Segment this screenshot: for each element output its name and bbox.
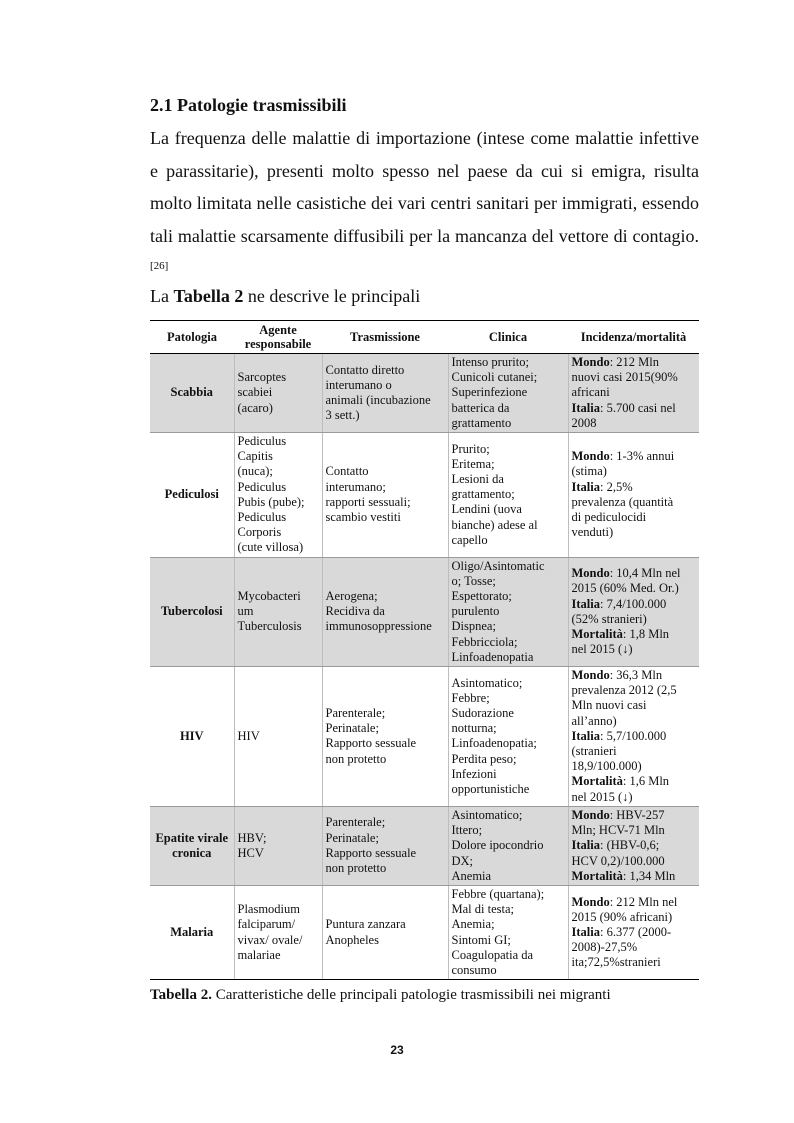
cell-line: Intenso prurito; xyxy=(451,355,529,369)
cell-line xyxy=(572,566,697,581)
cell-line: Ittero; xyxy=(451,823,483,838)
incidence-text: 2015 (90% africani) xyxy=(571,909,673,924)
cell-clinica xyxy=(448,667,568,807)
cell-line xyxy=(572,668,697,683)
cell-line: Contatto xyxy=(325,464,369,479)
incidence-label: Italia xyxy=(571,924,600,939)
incidence-text: ita;72,5%stranieri xyxy=(571,955,661,970)
cell-line: interumano o xyxy=(325,377,392,392)
incidence-label: Mondo xyxy=(571,668,610,683)
incidence-text: venduti) xyxy=(571,525,614,540)
incidence-text: : 5,7/100.000 xyxy=(599,728,667,743)
incidence-text: : 7,4/100.000 xyxy=(599,596,667,611)
incidence-label: Italia xyxy=(571,479,600,494)
pathology-table xyxy=(150,320,699,980)
incidence-text: 2008 xyxy=(571,415,597,430)
intro-paragraph xyxy=(150,122,699,285)
table-row xyxy=(150,885,699,979)
cell-line: Eritema; xyxy=(451,456,495,471)
incidence-text: 2015 (60% Med. Or.) xyxy=(571,581,679,596)
cell-line: immunosoppressione xyxy=(325,619,432,634)
cell-line: Puntura zanzara xyxy=(325,917,406,932)
cell-line: Anemia xyxy=(451,868,492,883)
cell-trasmissione xyxy=(322,557,448,666)
incidence-label: Mortalità xyxy=(571,774,623,789)
incidence-label: Mondo xyxy=(571,566,610,581)
cell-line xyxy=(572,627,697,642)
cell-patologia: Scabbia xyxy=(150,354,234,433)
cell-line: 3 sett.) xyxy=(325,408,360,423)
cell-line: purulento xyxy=(451,604,500,619)
incidence-text: (52% stranieri) xyxy=(571,611,647,626)
cell-incidenza xyxy=(568,806,699,885)
cell-line: Superinfezione xyxy=(451,385,528,400)
cell-patologia: Malaria xyxy=(150,885,234,979)
cell-line: (nuca); xyxy=(237,464,273,479)
incidence-text: : 6.377 (2000- xyxy=(599,924,672,939)
cell-line: Lesioni da xyxy=(451,472,504,487)
incidence-text: nel 2015 (↓) xyxy=(571,789,633,804)
cell-clinica xyxy=(448,433,568,558)
table-body xyxy=(150,354,699,980)
cell-line: Rapporto sessuale xyxy=(325,845,417,860)
cell-incidenza xyxy=(568,354,699,433)
cell-line: Febbricciola; xyxy=(451,634,518,649)
cell-line: Sarcoptes xyxy=(237,370,287,385)
cell-trasmissione xyxy=(322,885,448,979)
cell-line xyxy=(572,744,697,759)
cell-line: Febbre; xyxy=(451,690,490,705)
cell-line xyxy=(572,759,697,774)
cell-agente xyxy=(234,354,322,433)
cell-line: Pediculus xyxy=(237,510,287,525)
cell-line: o; Tosse; xyxy=(451,573,496,588)
cell-line: opportunistiche xyxy=(451,782,530,797)
cell-line xyxy=(572,370,697,385)
cell-agente xyxy=(234,885,322,979)
cell-clinica xyxy=(448,806,568,885)
intro-text: La frequenza delle malattie di importazione (intese come malattie infettive e parassitarie), presenti molto spesso nel paese da cui si emigra, risulta molto limitata nelle casistiche dei vari centri sanitari per immigrati, essendo tali malattie scarsamente diffusibili per la mancanza del vettore di contagio. xyxy=(150,128,699,246)
incidence-label: Mondo xyxy=(571,355,610,369)
cell-line: Contatto diretto xyxy=(325,362,405,377)
cell-line: HIV xyxy=(237,728,260,743)
cell-incidenza xyxy=(568,557,699,666)
cell-line: malariae xyxy=(237,947,281,962)
cell-line: Plasmodium xyxy=(237,902,301,917)
incidence-text: : 1,8 Mln xyxy=(622,627,670,642)
incidence-text: : 1,34 Mln xyxy=(622,868,676,883)
cell-line xyxy=(572,838,697,853)
incidence-text: 2008)-27,5% xyxy=(571,940,638,955)
incidence-label: Mondo xyxy=(571,894,610,909)
incidence-label: Italia xyxy=(571,838,600,853)
incidence-text: Mln nuovi casi xyxy=(571,698,647,713)
cell-line: Recidiva da xyxy=(325,604,385,619)
caption-text: Caratteristiche delle principali patologie trasmissibili nei migranti xyxy=(211,987,611,1003)
cell-trasmissione xyxy=(322,433,448,558)
cell-patologia: Pediculosi xyxy=(150,433,234,558)
cell-line xyxy=(572,525,697,540)
cell-line xyxy=(572,698,697,713)
incidence-text: nel 2015 (↓) xyxy=(571,642,633,657)
table-row xyxy=(150,354,699,433)
cell-line xyxy=(572,774,697,789)
incidence-label: Italia xyxy=(571,400,600,415)
cell-trasmissione xyxy=(322,806,448,885)
cell-line: Cunicoli cutanei; xyxy=(451,370,538,385)
cell-agente xyxy=(234,557,322,666)
table-row xyxy=(150,667,699,807)
cell-line: Sudorazione xyxy=(451,706,514,721)
cell-line xyxy=(572,642,697,657)
cell-line: Infezioni xyxy=(451,766,497,781)
cell-line: notturna; xyxy=(451,721,497,736)
cell-line: grattamento; xyxy=(451,487,515,502)
incidence-text: prevalenza (quantità xyxy=(571,494,674,509)
incidence-text: : 5.700 casi nel xyxy=(599,400,676,415)
cell-line xyxy=(572,869,697,884)
cell-line: Perinatale; xyxy=(325,830,379,845)
cell-line: Anopheles xyxy=(325,932,379,947)
cell-clinica xyxy=(448,557,568,666)
header-incidenza: Incidenza/mortalità xyxy=(568,321,699,354)
incidence-text: Mln; HCV-71 Mln xyxy=(571,823,665,838)
cell-line: Linfoadenopatia; xyxy=(451,736,537,751)
cell-line: Pediculus xyxy=(237,479,287,494)
cell-line: Mal di testa; xyxy=(451,902,514,917)
cell-line: Corporis xyxy=(237,525,282,540)
incidence-text: : (HBV-0,6; xyxy=(599,838,660,853)
cell-line: Parenterale; xyxy=(325,706,386,721)
cell-line: bianche) adese al xyxy=(451,517,538,532)
cell-trasmissione xyxy=(322,667,448,807)
cell-line xyxy=(572,808,697,823)
cell-line: Tuberculosis xyxy=(237,619,302,634)
cell-line: Coagulopatia da xyxy=(451,947,534,962)
incidence-text: : 2,5% xyxy=(599,479,633,494)
cell-line: scambio vestiti xyxy=(325,510,401,525)
cell-line xyxy=(572,416,697,431)
cell-agente xyxy=(234,806,322,885)
cell-line: grattamento xyxy=(451,415,512,430)
cell-line xyxy=(572,449,697,464)
cell-line xyxy=(572,729,697,744)
incidence-text: : 212 Mln nel xyxy=(609,894,678,909)
cell-patologia: Epatite virale cronica xyxy=(150,806,234,885)
cell-clinica xyxy=(448,885,568,979)
table-caption xyxy=(150,987,611,1004)
cell-clinica xyxy=(448,354,568,433)
table-row xyxy=(150,557,699,666)
incidence-text: : 36,3 Mln xyxy=(609,668,663,683)
cell-line xyxy=(572,683,697,698)
cell-line: (cute villosa) xyxy=(237,540,304,555)
cell-line xyxy=(572,790,697,805)
incidence-text: : 1,6 Mln xyxy=(622,774,670,789)
incidence-text: di pediculocidi xyxy=(571,510,647,525)
cell-line: Dispnea; xyxy=(451,619,496,634)
incidence-text: (stima) xyxy=(571,464,607,479)
table-intro-prefix: La xyxy=(150,286,174,306)
header-trasmissione: Trasmissione xyxy=(322,321,448,354)
cell-line xyxy=(572,895,697,910)
cell-line: consumo xyxy=(451,962,497,977)
cell-line: Lendini (uova xyxy=(451,502,522,517)
cell-line: Asintomatico; xyxy=(451,675,523,690)
incidence-label: Italia xyxy=(571,596,600,611)
citation-reference: [26] xyxy=(150,260,169,272)
cell-line xyxy=(572,714,697,729)
header-clinica: Clinica xyxy=(448,321,568,354)
incidence-text: : 212 Mln xyxy=(609,355,660,369)
cell-incidenza xyxy=(568,885,699,979)
cell-line xyxy=(572,385,697,400)
page-number: 23 xyxy=(390,1043,404,1057)
cell-line xyxy=(572,925,697,940)
incidence-text: HCV 0,2)/100.000 xyxy=(571,853,665,868)
table-header-row xyxy=(150,321,699,354)
cell-line xyxy=(572,910,697,925)
cell-line: Mycobacteri xyxy=(237,589,301,604)
cell-line xyxy=(572,495,697,510)
incidence-text: (stranieri xyxy=(571,744,617,759)
cell-line: falciparum/ xyxy=(237,917,296,932)
cell-line: Prurito; xyxy=(451,441,490,456)
cell-line: Rapporto sessuale xyxy=(325,736,417,751)
incidence-text: 18,9/100.000) xyxy=(571,759,642,774)
cell-line: Perinatale; xyxy=(325,721,379,736)
cell-line: rapporti sessuali; xyxy=(325,494,411,509)
cell-line: interumano; xyxy=(325,479,386,494)
table-intro-suffix: ne descrive le principali xyxy=(243,286,421,306)
cell-line: Linfoadenopatia xyxy=(451,649,534,664)
cell-line: Pediculus xyxy=(237,434,287,449)
cell-line: batterica da xyxy=(451,400,510,415)
header-patologia: Patologia xyxy=(150,321,234,354)
incidence-label: Italia xyxy=(571,728,600,743)
table-reference: Tabella 2 xyxy=(173,286,244,306)
cell-line: (acaro) xyxy=(237,400,273,415)
table-intro xyxy=(150,286,420,307)
cell-line: HCV xyxy=(237,845,264,860)
incidence-label: Mondo xyxy=(571,449,610,464)
cell-line xyxy=(572,940,697,955)
header-agente: Agente responsabile xyxy=(234,321,322,354)
cell-line: Dolore ipocondrio xyxy=(451,838,544,853)
incidence-text: : 10,4 Mln nel xyxy=(609,566,681,581)
cell-line xyxy=(572,464,697,479)
cell-line: Febbre (quartana); xyxy=(451,886,545,901)
incidence-label: Mortalità xyxy=(571,627,623,642)
caption-label: Tabella 2. xyxy=(150,987,212,1003)
cell-line: Pubis (pube); xyxy=(237,494,305,509)
cell-line: Asintomatico; xyxy=(451,807,523,822)
incidence-label: Mortalità xyxy=(571,868,623,883)
cell-patologia: HIV xyxy=(150,667,234,807)
cell-line: Perdita peso; xyxy=(451,751,517,766)
cell-line: capello xyxy=(451,532,488,547)
cell-line: um xyxy=(237,604,254,619)
cell-line xyxy=(572,597,697,612)
cell-line xyxy=(572,401,697,416)
incidence-label: Mondo xyxy=(571,807,610,822)
incidence-text: africani xyxy=(571,385,610,400)
cell-line: Oligo/Asintomatic xyxy=(451,558,545,573)
cell-line: Anemia; xyxy=(451,917,495,932)
cell-line xyxy=(572,510,697,525)
incidence-text: all’anno) xyxy=(571,713,617,728)
cell-incidenza xyxy=(568,667,699,807)
cell-line: HBV; xyxy=(237,830,267,845)
cell-line xyxy=(572,480,697,495)
cell-line: Sintomi GI; xyxy=(451,932,511,947)
cell-line xyxy=(572,854,697,869)
cell-line: non protetto xyxy=(325,751,387,766)
cell-line: Parenterale; xyxy=(325,815,386,830)
table-row xyxy=(150,806,699,885)
section-title: 2.1 Patologie trasmissibili xyxy=(150,95,347,115)
incidence-text: : 1-3% annui xyxy=(609,449,675,464)
cell-line: Espettorato; xyxy=(451,589,512,604)
cell-line xyxy=(572,612,697,627)
incidence-text: nuovi casi 2015(90% xyxy=(571,370,678,385)
cell-trasmissione xyxy=(322,354,448,433)
incidence-text: prevalenza 2012 (2,5 xyxy=(571,683,677,698)
cell-line: vivax/ ovale/ xyxy=(237,932,303,947)
incidence-text: : HBV-257 xyxy=(609,807,665,822)
cell-incidenza xyxy=(568,433,699,558)
cell-patologia: Tubercolosi xyxy=(150,557,234,666)
cell-line: scabiei xyxy=(237,385,273,400)
cell-agente xyxy=(234,667,322,807)
cell-line xyxy=(572,955,697,970)
cell-line: Aerogena; xyxy=(325,589,378,604)
cell-line: Capitis xyxy=(237,449,273,464)
cell-line xyxy=(572,823,697,838)
cell-line: animali (incubazione xyxy=(325,393,431,407)
cell-line xyxy=(572,581,697,596)
cell-line: DX; xyxy=(451,853,474,868)
cell-line: non protetto xyxy=(325,861,387,876)
cell-line xyxy=(572,355,697,370)
cell-agente xyxy=(234,433,322,558)
table-row xyxy=(150,433,699,558)
